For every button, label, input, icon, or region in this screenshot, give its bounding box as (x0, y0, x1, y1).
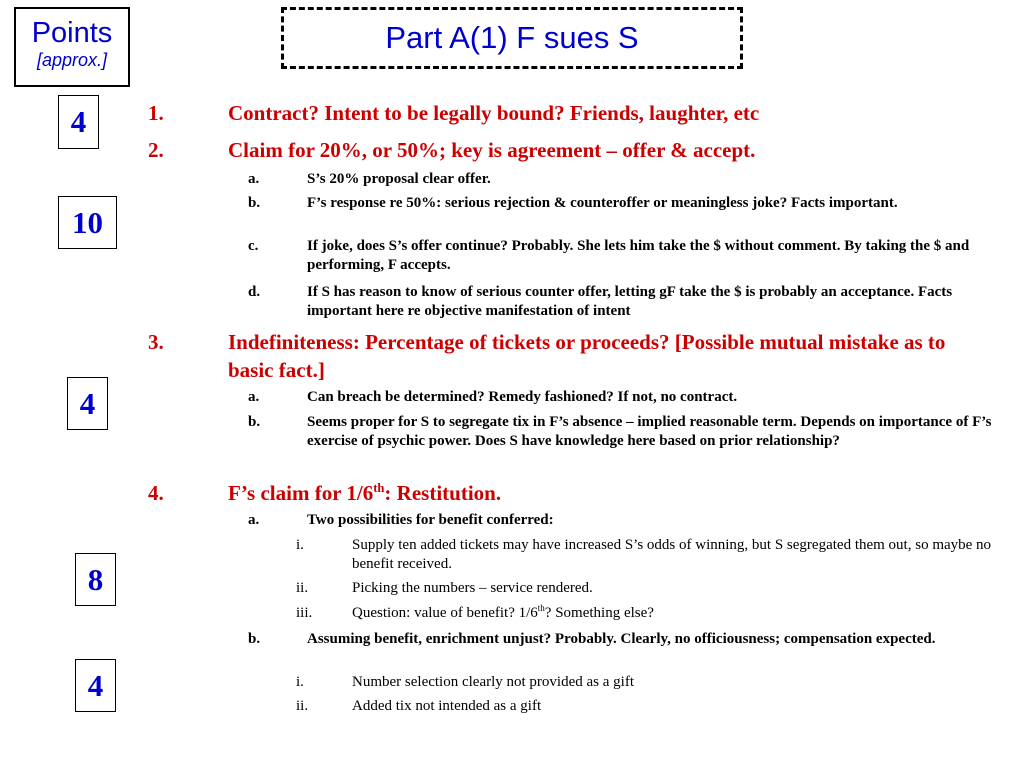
ordinal-suffix: th (373, 481, 385, 495)
subitem-text: If joke, does S’s offer continue? Probably. She lets him take the $ without comment. By taking the $ and performing, F accepts. (307, 238, 970, 273)
points-label: Points (31, 17, 113, 49)
score-box-5: 4 (75, 659, 116, 712)
points-sublabel: [approx.] (36, 50, 108, 70)
subsubitem-text: Picking the numbers – service rendered. (352, 580, 593, 596)
score-box-4: 8 (75, 553, 116, 606)
subitem-text: If S has reason to know of serious counter offer, letting gF take the $ is probably an acceptance. Facts important here re objective manifestation of intent (307, 284, 953, 319)
item-text: Claim for 20%, or 50%; key is agreement – offer & accept. (228, 138, 756, 162)
text-part: Question: value of benefit? 1/6 (352, 605, 538, 621)
item-text: Indefiniteness: Percentage of tickets or proceeds? [Possible mutual mistake as to basic fact.] (228, 330, 946, 382)
roman-numeral: i. (296, 537, 304, 553)
item-number: 2. (148, 138, 164, 162)
item-number: 4. (148, 481, 164, 505)
subitem-letter: a. (248, 512, 260, 528)
item-text (228, 479, 998, 507)
subsubitem-text: Number selection clearly not provided as a gift (352, 674, 634, 690)
roman-numeral: i. (296, 674, 304, 690)
score-box-1: 4 (58, 95, 99, 149)
subitem-text: S’s 20% proposal clear offer. (307, 171, 491, 187)
subitem-text: F’s response re 50%: serious rejection & counteroffer or meaningless joke? Facts important. (307, 195, 898, 211)
subitem-letter: a. (248, 389, 260, 405)
item-text-part: : Restitution. (384, 481, 502, 505)
subitem-letter: c. (248, 238, 259, 254)
subitem-text: Seems proper for S to segregate tix in F’s absence – implied reasonable term. Depends on importance of F’s exercise of psychic power. Does S have knowledge here based on prior relationship? (307, 414, 992, 449)
points-header-box (14, 7, 130, 87)
score-box-2: 10 (58, 196, 117, 249)
item-number: 3. (148, 330, 164, 354)
roman-numeral: ii. (296, 580, 309, 596)
subitem-text: Two possibilities for benefit conferred: (307, 512, 554, 528)
subitem-letter: b. (248, 414, 261, 430)
subitem-text: Assuming benefit, enrichment unjust? Probably. Clearly, no officiousness; compensation expected. (307, 631, 936, 647)
subitem-letter: d. (248, 284, 261, 300)
subsubitem-text: Supply ten added tickets may have increased S’s odds of winning, but S segregated them out, so maybe no benefit received. (352, 537, 992, 572)
subitem-letter: a. (248, 171, 260, 187)
item-text-part: F’s claim for 1/6 (228, 481, 374, 505)
roman-numeral: ii. (296, 698, 309, 714)
subsubitem-text: Added tix not intended as a gift (352, 698, 542, 714)
item-text: Contract? Intent to be legally bound? Friends, laughter, etc (228, 101, 760, 125)
roman-numeral: iii. (296, 605, 313, 621)
ordinal-suffix: th (537, 603, 545, 613)
subitem-letter: b. (248, 631, 261, 647)
subitem-letter: b. (248, 195, 261, 211)
slide-title: Part A(1) F sues S (281, 7, 743, 69)
item-number: 1. (148, 101, 164, 125)
score-box-3: 4 (67, 377, 108, 430)
subsubitem-text (352, 604, 992, 623)
text-part: ? Something else? (544, 605, 654, 621)
subitem-text: Can breach be determined? Remedy fashioned? If not, no contract. (307, 389, 738, 405)
